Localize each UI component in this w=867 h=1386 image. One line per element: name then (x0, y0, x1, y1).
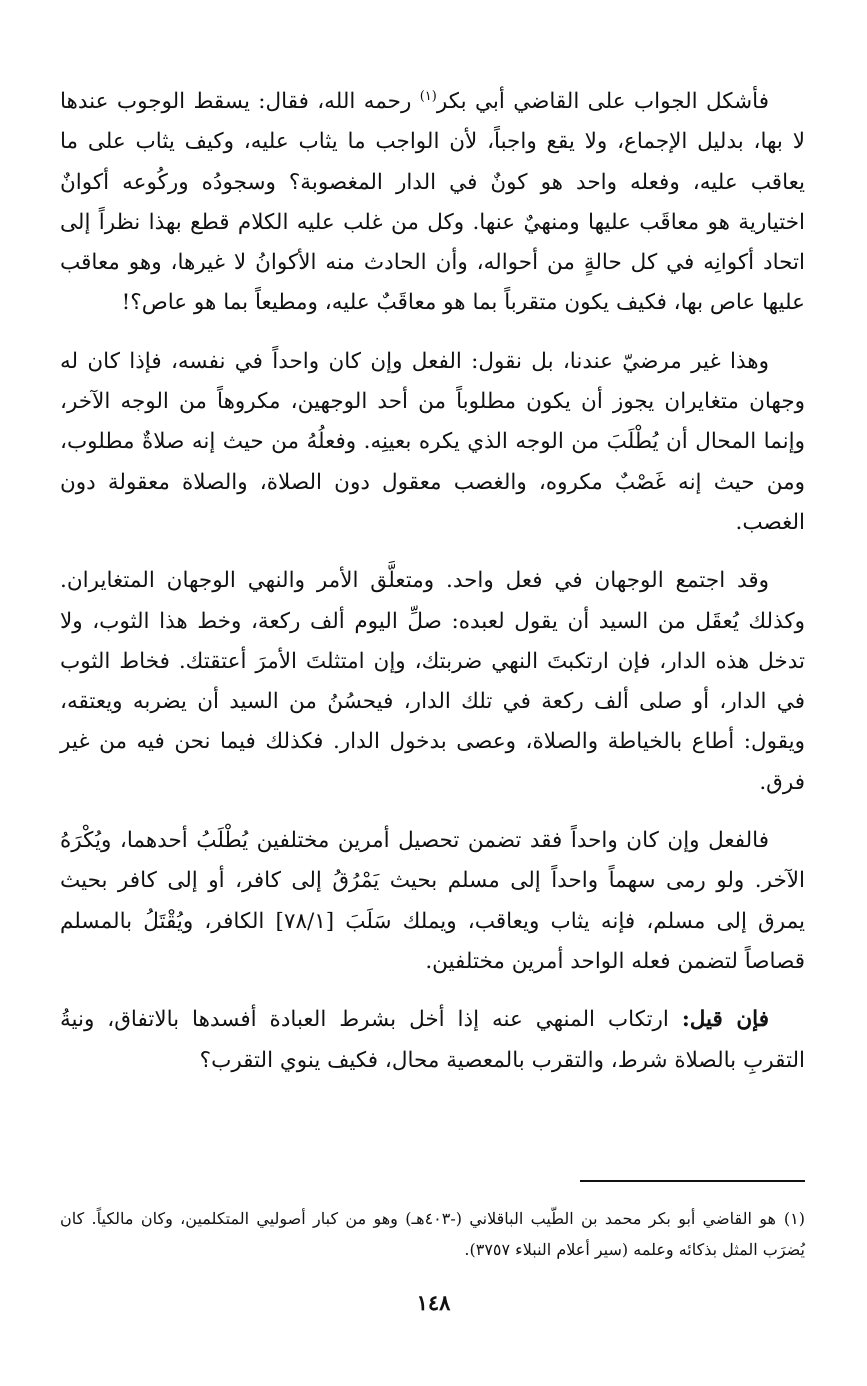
objection-lead: فإن قيل: (681, 1007, 769, 1033)
page-number: ١٤٨ (416, 1290, 451, 1315)
paragraph-2: وهذا غير مرضيّ عندنا، بل نقول: الفعل وإن كان واحداً في نفسه، فإذا كان له وجهان متغايران يجوز أن يكون مطلوباً من أحد الوجهين، مكروهاً من الوجه الآخر، وإنما المحال أن يُطْلَبَ من الوجه الذي يكره بعينِه. وفعلُهُ من حيث إنه صلاةٌ مطلوب، ومن حيث إنه غَصْبٌ مكروه، والغصب معقول دون الصلاة، والصلاة معقولة دون الغصب. (60, 348, 805, 535)
footnote-text: هو القاضي أبو بكر محمد بن الطّيب الباقلاني (-٤٠٣هـ) وهو من كبار أصوليي المتكلمين، وكان مالكياً. كان يُضرَب المثل بذكائه وعلمه (سير أعلام النبلاء ٣٧٥٧). (60, 1209, 805, 1259)
footnote-marker: (١) (783, 1209, 805, 1228)
footnote-separator (580, 1180, 805, 1182)
footnotes (60, 1203, 805, 1265)
paragraph-5 (60, 1000, 805, 1081)
paragraph-4: فالفعل وإن كان واحداً فقد تضمن تحصيل أمرين مختلفين يُطْلَبُ أحدهما، ويُكْرَهُ الآخر. ولو رمى سهماً واحداً إلى مسلم بحيث يَمْرُقُ إلى كافر، أو إلى كافر بحيث يمرق إلى مسلم، فإنه يثاب ويعاقب، ويملك سَلَبَ [٧٨/١] الكافر، ويُقْتَلُ بالمسلم قصاصاً لتضمن فعله الواحد أمرين مختلفين. (60, 828, 805, 974)
footnote-reference: (١) (419, 88, 437, 104)
paragraph-1-after: رحمه الله، فقال: يسقط الوجوب عندها لا بها، بدليل الإجماع، ولا يقع واجباً، لأن الواجب ما يثاب عليه، وكيف يثاب على ما يعاقب عليه، وفعله واحد هو كونٌ في الدار المغصوبة؟ وسجودُه وركُوعه أكوانٌ اختيارية هو معاقَب عليها ومنهيٌ عنها. وكل من غلب عليه الكلام قطع بهذا نظراً إلى اتحاد أكوانِه في كل حالةٍ من أحواله، وأن الحادث منه الأكوانُ لا غيرها، وهو معاقب عليها عاص بها، فكيف يكون متقرباً بما هو معاقَبٌ عليه، ومطيعاً بما هو عاص؟! (60, 89, 805, 316)
footnote-1 (60, 1203, 805, 1265)
objection-text: ارتكاب المنهي عنه إذا أخل بشرط العبادة أفسدها بالاتفاق، ونيةُ التقربِ بالصلاة شرط، والتقرب بالمعصية محال، فكيف ينوي التقرب؟ (60, 1007, 805, 1073)
paragraph-1 (60, 82, 805, 324)
paragraph-3: وقد اجتمع الوجهان في فعل واحد. ومتعلَّق الأمر والنهي الوجهان المتغايران. وكذلك يُعقَل من السيد أن يقول لعبده: صلِّ اليوم ألف ركعة، وخط هذا الثوب، ولا تدخل هذه الدار، فإن ارتكبتَ النهي ضربتك، وإن امتثلتَ الأمرَ أعتقتك. فخاط الثوب في الدار، أو صلى ألف ركعة في تلك الدار، فيحسُنُ من السيد أن يضربه ويعتقه، ويقول: أطاع بالخياطة والصلاة، وعصى بدخول الدار. فكذلك فيما نحن فيه من غير فرق. (60, 568, 805, 795)
paragraph-1-before: فأشكل الجواب على القاضي أبي بكر (436, 89, 769, 114)
main-text (60, 82, 805, 1081)
